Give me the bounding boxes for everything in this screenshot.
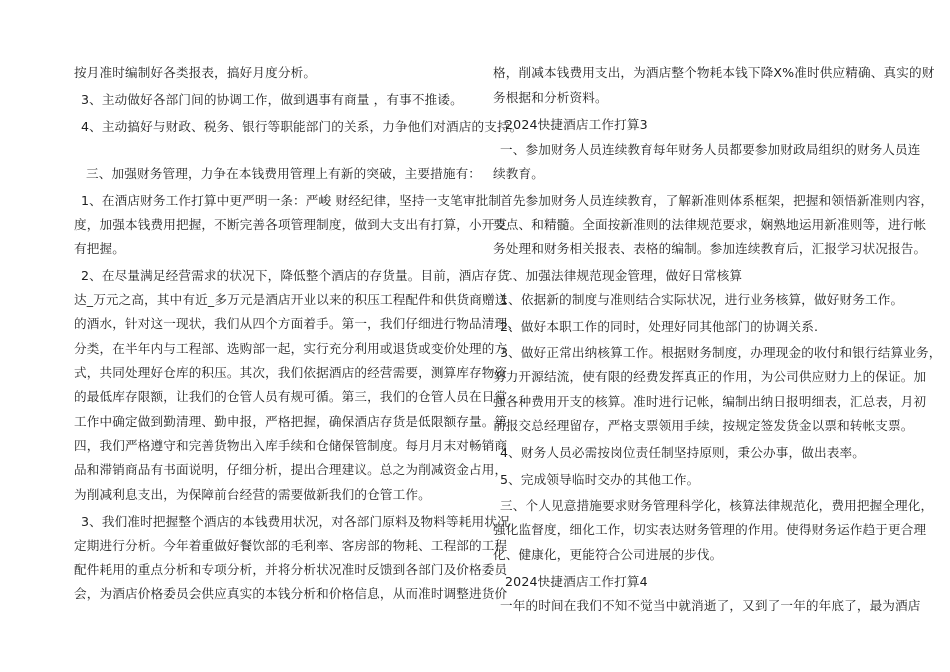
text-line: 四，我们严格遵守和完善货物出入库手续和仓储保管制度。每月月末对畅销商 xyxy=(74,438,508,453)
section-heading: 三、个人见意措施要求财务管理科学化，核算法律规范化，费用把握全理化， xyxy=(500,498,934,513)
text-line: 1、依据新的制度与准则结合实际状况，进行业务核算，做好财务工作。 xyxy=(500,292,904,307)
text-line: 分类，在半年内与工程部、选购部一起，实行充分利用或退货或变价处理的方 xyxy=(74,341,508,356)
text-line: 前报交总经理留存，严格支票领用手续，按规定签发货金以票和转帐支票。 xyxy=(493,418,914,433)
text-line: 为削减利息支出，为保障前台经营的需要做新我们的仓管工作。 xyxy=(74,487,431,502)
text-line: 2、在尽量满足经营需求的状况下，降低整个酒店的存货量。目前，酒店存货 xyxy=(81,268,510,283)
section-heading: 一、参加财务人员连续教育每年财务人员都要参加财政局组织的财务人员连 xyxy=(500,142,921,157)
text-line: 务根据和分析资料。 xyxy=(493,90,608,105)
text-line: 3、我们准时把握整个酒店的本钱费用状况，对各部门原料及物料等耗用状况 xyxy=(81,514,510,529)
text-line: 4、财务人员必需按岗位责任制坚持原则，秉公办事，做出表率。 xyxy=(500,445,865,460)
text-line: 会，为酒店价格委员会供应真实的本钱分析和价格信息，从而准时调整进货价 xyxy=(74,586,508,601)
text-line: 的最低库存限额，让我们的仓管人员有规可循。第三，我们的仓管人员在日常 xyxy=(74,389,508,404)
text-line: 一年的时间在我们不知不觉当中就消逝了，又到了一年的年底了，最为酒店 xyxy=(500,598,921,613)
text-line: 1、在酒店财务工作打算中更严明一条：严峻 财经纪律，坚持一支笔审批制 xyxy=(81,193,502,208)
text-line: 努力开源结流，使有限的经费发挥真正的作用，为公司供应财力上的保证。加 xyxy=(493,369,927,384)
text-line: 品和滞销商品有书面说明，仔细分析，提出合理建议。总之为削减资金占用， xyxy=(74,462,508,477)
text-line: 4、主动搞好与财政、税务、银行等职能部门的关系，力争他们对酒店的支持。 xyxy=(81,119,523,134)
text-line: 配件耗用的重点分析和专项分析，并将分析状况准时反馈到各部门及价格委员 xyxy=(74,562,508,577)
text-line: 格，削减本钱费用支出，为酒店整个物耗本钱下降X%准时供应精确、真实的财 xyxy=(493,65,935,80)
text-line: 的酒水，针对这一现状，我们从四个方面着手。第一，我们仔细进行物品清理、 xyxy=(74,316,521,331)
section-title: 2024快捷酒店工作打算4 xyxy=(505,574,648,589)
text-line: 务处理和财务相关报表、表格的编制。参加连续教育后，汇报学习状况报告。 xyxy=(493,241,927,256)
text-line: 达_万元之高，其中有近_多万元是酒店开业以来的积压工程配件和供货商赠送 xyxy=(74,292,508,307)
text-line: 强各种费用开支的核算。准时进行记帐，编制出纳日报明细表，汇总表，月初 xyxy=(493,394,927,409)
text-line: 定期进行分析。今年着重做好餐饮部的毛利率、客房部的物耗、工程部的工程 xyxy=(74,538,508,553)
text-line: 首先参加财务人员连续教育，了解新准则体系框架，把握和领悟新准则内容， xyxy=(500,193,934,208)
section-heading: 三、加强财务管理，力争在本钱费用管理上有新的突破，主要措施有： xyxy=(86,166,482,181)
text-line: 3、做好正常出纳核算工作。根据财务制度，办理现金的收付和银行结算业务， xyxy=(500,345,942,360)
text-line: 有把握。 xyxy=(74,241,125,256)
text-line: 续教育。 xyxy=(493,166,544,181)
text-line: 要点、和精髓。全面按新准则的法律规范要求，娴熟地运用新准则等，进行帐 xyxy=(493,217,927,232)
text-line: 按月准时编制好各类报表，搞好月度分析。 xyxy=(74,65,317,80)
section-heading: 二、加强法律规范现金管理，做好日常核算 xyxy=(500,268,743,283)
text-line: 化、健康化，更能符合公司进展的步伐。 xyxy=(493,547,723,562)
section-title: 2024快捷酒店工作打算3 xyxy=(505,117,648,132)
text-line: 式，共同处理好仓库的积压。其次，我们依据酒店的经营需要，测算库存物资 xyxy=(74,365,508,380)
text-line: 工作中确定做到勤清理、勤申报，严格把握，确保酒店存货是低限额存量。第 xyxy=(74,414,508,429)
text-line: 度，加强本钱费用把握，不断完善各项管理制度，做到大支出有打算，小开支 xyxy=(74,217,508,232)
text-line: 5、完成领导临时交办的其他工作。 xyxy=(500,472,700,487)
text-line: 2、做好本职工作的同时，处理好同其他部门的协调关系. xyxy=(500,319,819,334)
text-line: 强化监督度，细化工作，切实表达财务管理的作用。使得财务运作趋于更合理 xyxy=(493,522,927,537)
text-line: 3、主动做好各部门间的协调工作，做到遇事有商量 ，有事不推诿。 xyxy=(81,92,463,107)
